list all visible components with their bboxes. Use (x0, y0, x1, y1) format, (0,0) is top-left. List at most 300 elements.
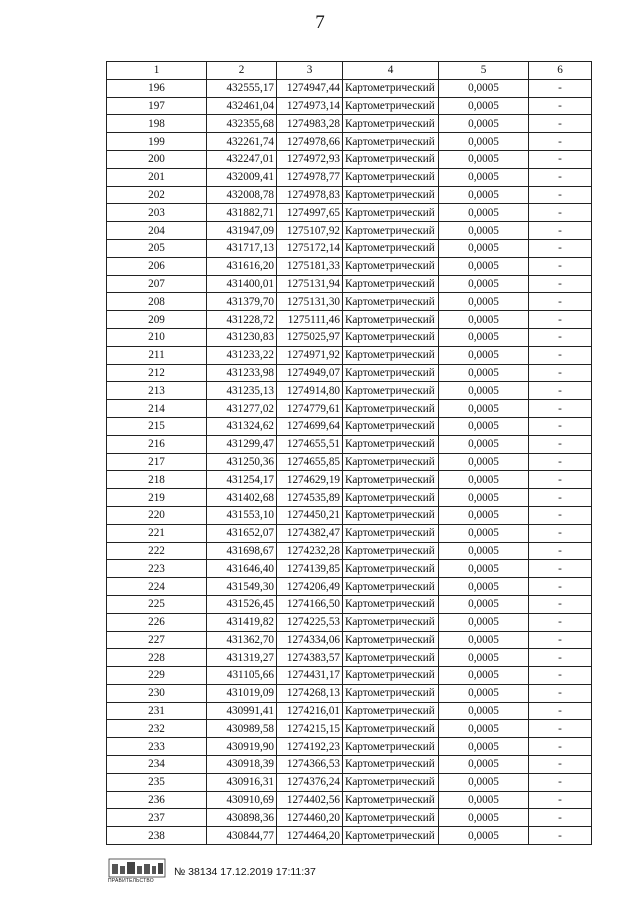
point-number-cell: 235 (107, 773, 207, 791)
method-cell: Картометрический (343, 773, 439, 791)
note-cell: - (529, 667, 592, 685)
method-cell: Картометрический (343, 471, 439, 489)
x-coordinate-cell: 430991,41 (207, 702, 277, 720)
note-cell: - (529, 435, 592, 453)
point-number-cell: 196 (107, 79, 207, 97)
method-cell: Картометрический (343, 756, 439, 774)
point-number-cell: 208 (107, 293, 207, 311)
accuracy-cell: 0,0005 (439, 257, 529, 275)
method-cell: Картометрический (343, 311, 439, 329)
table-row (107, 435, 592, 453)
point-number-cell: 212 (107, 364, 207, 382)
note-cell: - (529, 542, 592, 560)
note-cell: - (529, 773, 592, 791)
method-cell: Картометрический (343, 667, 439, 685)
method-cell: Картометрический (343, 222, 439, 240)
point-number-cell: 232 (107, 720, 207, 738)
accuracy-cell: 0,0005 (439, 168, 529, 186)
method-cell: Картометрический (343, 186, 439, 204)
point-number-cell: 237 (107, 809, 207, 827)
note-cell: - (529, 702, 592, 720)
accuracy-cell: 0,0005 (439, 453, 529, 471)
y-coordinate-cell: 1275131,30 (277, 293, 343, 311)
method-cell: Картометрический (343, 827, 439, 845)
table-row (107, 275, 592, 293)
method-cell: Картометрический (343, 239, 439, 257)
x-coordinate-cell: 431419,82 (207, 613, 277, 631)
note-cell: - (529, 293, 592, 311)
note-cell: - (529, 756, 592, 774)
note-cell: - (529, 827, 592, 845)
table-row (107, 702, 592, 720)
y-coordinate-cell: 1274983,28 (277, 115, 343, 133)
accuracy-cell: 0,0005 (439, 293, 529, 311)
note-cell: - (529, 133, 592, 151)
footer (108, 858, 588, 888)
accuracy-cell: 0,0005 (439, 667, 529, 685)
point-number-cell: 227 (107, 631, 207, 649)
x-coordinate-cell: 431233,98 (207, 364, 277, 382)
accuracy-cell: 0,0005 (439, 542, 529, 560)
table-row (107, 827, 592, 845)
x-coordinate-cell: 431553,10 (207, 506, 277, 524)
header-col-2: 2 (207, 62, 277, 80)
y-coordinate-cell: 1274206,49 (277, 578, 343, 596)
x-coordinate-cell: 432009,41 (207, 168, 277, 186)
point-number-cell: 201 (107, 168, 207, 186)
table-row (107, 524, 592, 542)
accuracy-cell: 0,0005 (439, 79, 529, 97)
table-row (107, 79, 592, 97)
x-coordinate-cell: 432261,74 (207, 133, 277, 151)
accuracy-cell: 0,0005 (439, 471, 529, 489)
x-coordinate-cell: 431250,36 (207, 453, 277, 471)
accuracy-cell: 0,0005 (439, 150, 529, 168)
table-row (107, 756, 592, 774)
method-cell: Картометрический (343, 382, 439, 400)
y-coordinate-cell: 1274978,83 (277, 186, 343, 204)
x-coordinate-cell: 430989,58 (207, 720, 277, 738)
table-row (107, 239, 592, 257)
method-cell: Картометрический (343, 720, 439, 738)
accuracy-cell: 0,0005 (439, 506, 529, 524)
note-cell: - (529, 738, 592, 756)
accuracy-cell: 0,0005 (439, 400, 529, 418)
method-cell: Картометрический (343, 364, 439, 382)
table-row (107, 204, 592, 222)
x-coordinate-cell: 432461,04 (207, 97, 277, 115)
note-cell: - (529, 311, 592, 329)
y-coordinate-cell: 1274914,80 (277, 382, 343, 400)
x-coordinate-cell: 432247,01 (207, 150, 277, 168)
accuracy-cell: 0,0005 (439, 649, 529, 667)
table-row (107, 293, 592, 311)
method-cell: Картометрический (343, 453, 439, 471)
y-coordinate-cell: 1274535,89 (277, 489, 343, 507)
point-number-cell: 222 (107, 542, 207, 560)
note-cell: - (529, 97, 592, 115)
table-row (107, 560, 592, 578)
method-cell: Картометрический (343, 168, 439, 186)
point-number-cell: 226 (107, 613, 207, 631)
x-coordinate-cell: 431402,68 (207, 489, 277, 507)
point-number-cell: 218 (107, 471, 207, 489)
table-row (107, 257, 592, 275)
x-coordinate-cell: 431299,47 (207, 435, 277, 453)
x-coordinate-cell: 431379,70 (207, 293, 277, 311)
table-row (107, 400, 592, 418)
note-cell: - (529, 115, 592, 133)
y-coordinate-cell: 1274464,20 (277, 827, 343, 845)
x-coordinate-cell: 430898,36 (207, 809, 277, 827)
y-coordinate-cell: 1274166,50 (277, 595, 343, 613)
y-coordinate-cell: 1274971,92 (277, 346, 343, 364)
x-coordinate-cell: 431698,67 (207, 542, 277, 560)
note-cell: - (529, 382, 592, 400)
method-cell: Картометрический (343, 631, 439, 649)
accuracy-cell: 0,0005 (439, 720, 529, 738)
method-cell: Картометрический (343, 150, 439, 168)
accuracy-cell: 0,0005 (439, 791, 529, 809)
y-coordinate-cell: 1274450,21 (277, 506, 343, 524)
table-row (107, 471, 592, 489)
point-number-cell: 223 (107, 560, 207, 578)
x-coordinate-cell: 430919,90 (207, 738, 277, 756)
accuracy-cell: 0,0005 (439, 435, 529, 453)
x-coordinate-cell: 431616,20 (207, 257, 277, 275)
note-cell: - (529, 275, 592, 293)
table-row (107, 346, 592, 364)
y-coordinate-cell: 1274139,85 (277, 560, 343, 578)
table-row (107, 133, 592, 151)
point-number-cell: 224 (107, 578, 207, 596)
method-cell: Картометрический (343, 204, 439, 222)
x-coordinate-cell: 431652,07 (207, 524, 277, 542)
table-row (107, 809, 592, 827)
table-row (107, 328, 592, 346)
point-number-cell: 207 (107, 275, 207, 293)
y-coordinate-cell: 1274629,19 (277, 471, 343, 489)
note-cell: - (529, 595, 592, 613)
table-row (107, 595, 592, 613)
method-cell: Картометрический (343, 578, 439, 596)
header-col-3: 3 (277, 62, 343, 80)
point-number-cell: 211 (107, 346, 207, 364)
header-col-1: 1 (107, 62, 207, 80)
x-coordinate-cell: 431882,71 (207, 204, 277, 222)
table-row (107, 578, 592, 596)
y-coordinate-cell: 1275111,46 (277, 311, 343, 329)
method-cell: Картометрический (343, 133, 439, 151)
y-coordinate-cell: 1274366,53 (277, 756, 343, 774)
table-row (107, 417, 592, 435)
note-cell: - (529, 809, 592, 827)
x-coordinate-cell: 431319,27 (207, 649, 277, 667)
x-coordinate-cell: 431717,13 (207, 239, 277, 257)
note-cell: - (529, 364, 592, 382)
x-coordinate-cell: 430918,39 (207, 756, 277, 774)
accuracy-cell: 0,0005 (439, 595, 529, 613)
table-row (107, 150, 592, 168)
point-number-cell: 204 (107, 222, 207, 240)
table-row (107, 649, 592, 667)
point-number-cell: 216 (107, 435, 207, 453)
table-row (107, 453, 592, 471)
header-col-4: 4 (343, 62, 439, 80)
x-coordinate-cell: 431233,22 (207, 346, 277, 364)
note-cell: - (529, 560, 592, 578)
method-cell: Картометрический (343, 257, 439, 275)
table-body (107, 79, 592, 844)
y-coordinate-cell: 1274215,15 (277, 720, 343, 738)
x-coordinate-cell: 431230,83 (207, 328, 277, 346)
note-cell: - (529, 453, 592, 471)
x-coordinate-cell: 431526,45 (207, 595, 277, 613)
method-cell: Картометрический (343, 346, 439, 364)
accuracy-cell: 0,0005 (439, 489, 529, 507)
x-coordinate-cell: 431019,09 (207, 684, 277, 702)
table-row (107, 773, 592, 791)
point-number-cell: 233 (107, 738, 207, 756)
note-cell: - (529, 186, 592, 204)
method-cell: Картометрический (343, 524, 439, 542)
x-coordinate-cell: 432355,68 (207, 115, 277, 133)
accuracy-cell: 0,0005 (439, 97, 529, 115)
note-cell: - (529, 578, 592, 596)
accuracy-cell: 0,0005 (439, 204, 529, 222)
accuracy-cell: 0,0005 (439, 311, 529, 329)
method-cell: Картометрический (343, 275, 439, 293)
point-number-cell: 209 (107, 311, 207, 329)
point-number-cell: 203 (107, 204, 207, 222)
point-number-cell: 200 (107, 150, 207, 168)
point-number-cell: 217 (107, 453, 207, 471)
accuracy-cell: 0,0005 (439, 613, 529, 631)
table-row (107, 738, 592, 756)
method-cell: Картометрический (343, 489, 439, 507)
accuracy-cell: 0,0005 (439, 524, 529, 542)
method-cell: Картометрический (343, 560, 439, 578)
x-coordinate-cell: 430916,31 (207, 773, 277, 791)
method-cell: Картометрический (343, 417, 439, 435)
x-coordinate-cell: 430844,77 (207, 827, 277, 845)
y-coordinate-cell: 1275107,92 (277, 222, 343, 240)
note-cell: - (529, 720, 592, 738)
accuracy-cell: 0,0005 (439, 631, 529, 649)
method-cell: Картометрический (343, 613, 439, 631)
y-coordinate-cell: 1274978,77 (277, 168, 343, 186)
point-number-cell: 197 (107, 97, 207, 115)
accuracy-cell: 0,0005 (439, 684, 529, 702)
table-row (107, 115, 592, 133)
accuracy-cell: 0,0005 (439, 275, 529, 293)
x-coordinate-cell: 431947,09 (207, 222, 277, 240)
note-cell: - (529, 168, 592, 186)
method-cell: Картометрический (343, 809, 439, 827)
note-cell: - (529, 150, 592, 168)
table-row (107, 382, 592, 400)
table-row (107, 97, 592, 115)
table-row (107, 631, 592, 649)
point-number-cell: 229 (107, 667, 207, 685)
accuracy-cell: 0,0005 (439, 115, 529, 133)
point-number-cell: 231 (107, 702, 207, 720)
point-number-cell: 199 (107, 133, 207, 151)
y-coordinate-cell: 1274655,51 (277, 435, 343, 453)
note-cell: - (529, 417, 592, 435)
y-coordinate-cell: 1274334,06 (277, 631, 343, 649)
table-row (107, 489, 592, 507)
note-cell: - (529, 649, 592, 667)
method-cell: Картометрический (343, 435, 439, 453)
accuracy-cell: 0,0005 (439, 809, 529, 827)
note-cell: - (529, 346, 592, 364)
method-cell: Картометрический (343, 79, 439, 97)
method-cell: Картометрический (343, 595, 439, 613)
method-cell: Картометрический (343, 506, 439, 524)
table-row (107, 720, 592, 738)
y-coordinate-cell: 1274216,01 (277, 702, 343, 720)
y-coordinate-cell: 1274978,66 (277, 133, 343, 151)
note-cell: - (529, 204, 592, 222)
point-number-cell: 198 (107, 115, 207, 133)
point-number-cell: 236 (107, 791, 207, 809)
point-number-cell: 215 (107, 417, 207, 435)
x-coordinate-cell: 431400,01 (207, 275, 277, 293)
y-coordinate-cell: 1274972,93 (277, 150, 343, 168)
y-coordinate-cell: 1274460,20 (277, 809, 343, 827)
header-col-5: 5 (439, 62, 529, 80)
note-cell: - (529, 631, 592, 649)
page-number: 7 (315, 12, 325, 33)
accuracy-cell: 0,0005 (439, 560, 529, 578)
table-row (107, 613, 592, 631)
accuracy-cell: 0,0005 (439, 239, 529, 257)
y-coordinate-cell: 1274382,47 (277, 524, 343, 542)
point-number-cell: 206 (107, 257, 207, 275)
method-cell: Картометрический (343, 97, 439, 115)
accuracy-cell: 0,0005 (439, 382, 529, 400)
table-row (107, 684, 592, 702)
coordinates-table (106, 61, 592, 845)
accuracy-cell: 0,0005 (439, 417, 529, 435)
point-number-cell: 228 (107, 649, 207, 667)
x-coordinate-cell: 431254,17 (207, 471, 277, 489)
note-cell: - (529, 79, 592, 97)
method-cell: Картометрический (343, 115, 439, 133)
x-coordinate-cell: 431646,40 (207, 560, 277, 578)
point-number-cell: 219 (107, 489, 207, 507)
method-cell: Картометрический (343, 542, 439, 560)
accuracy-cell: 0,0005 (439, 738, 529, 756)
table-row (107, 542, 592, 560)
y-coordinate-cell: 1275131,94 (277, 275, 343, 293)
note-cell: - (529, 506, 592, 524)
method-cell: Картометрический (343, 684, 439, 702)
table-row (107, 791, 592, 809)
table-header-row (107, 62, 592, 80)
note-cell: - (529, 400, 592, 418)
accuracy-cell: 0,0005 (439, 328, 529, 346)
seal-caption: ПРАВИТЕЛЬСТВО (108, 878, 154, 884)
table-row (107, 364, 592, 382)
note-cell: - (529, 239, 592, 257)
x-coordinate-cell: 431277,02 (207, 400, 277, 418)
method-cell: Картометрический (343, 702, 439, 720)
x-coordinate-cell: 430910,69 (207, 791, 277, 809)
method-cell: Картометрический (343, 649, 439, 667)
y-coordinate-cell: 1274973,14 (277, 97, 343, 115)
note-cell: - (529, 328, 592, 346)
note-cell: - (529, 257, 592, 275)
y-coordinate-cell: 1274376,24 (277, 773, 343, 791)
point-number-cell: 213 (107, 382, 207, 400)
y-coordinate-cell: 1274655,85 (277, 453, 343, 471)
y-coordinate-cell: 1274383,57 (277, 649, 343, 667)
accuracy-cell: 0,0005 (439, 133, 529, 151)
y-coordinate-cell: 1275181,33 (277, 257, 343, 275)
method-cell: Картометрический (343, 328, 439, 346)
note-cell: - (529, 471, 592, 489)
table-row (107, 186, 592, 204)
registration-stamp: № 38134 17.12.2019 17:11:37 (174, 866, 316, 878)
y-coordinate-cell: 1274431,17 (277, 667, 343, 685)
table-row (107, 506, 592, 524)
accuracy-cell: 0,0005 (439, 578, 529, 596)
point-number-cell: 230 (107, 684, 207, 702)
x-coordinate-cell: 431228,72 (207, 311, 277, 329)
x-coordinate-cell: 431105,66 (207, 667, 277, 685)
accuracy-cell: 0,0005 (439, 756, 529, 774)
note-cell: - (529, 684, 592, 702)
note-cell: - (529, 524, 592, 542)
x-coordinate-cell: 431324,62 (207, 417, 277, 435)
y-coordinate-cell: 1275025,97 (277, 328, 343, 346)
point-number-cell: 225 (107, 595, 207, 613)
table-row (107, 222, 592, 240)
y-coordinate-cell: 1274949,07 (277, 364, 343, 382)
y-coordinate-cell: 1274232,28 (277, 542, 343, 560)
note-cell: - (529, 791, 592, 809)
note-cell: - (529, 489, 592, 507)
note-cell: - (529, 613, 592, 631)
table-row (107, 168, 592, 186)
method-cell: Картометрический (343, 400, 439, 418)
point-number-cell: 210 (107, 328, 207, 346)
method-cell: Картометрический (343, 293, 439, 311)
point-number-cell: 202 (107, 186, 207, 204)
point-number-cell: 238 (107, 827, 207, 845)
y-coordinate-cell: 1274192,23 (277, 738, 343, 756)
y-coordinate-cell: 1274699,64 (277, 417, 343, 435)
point-number-cell: 205 (107, 239, 207, 257)
point-number-cell: 221 (107, 524, 207, 542)
y-coordinate-cell: 1274779,61 (277, 400, 343, 418)
x-coordinate-cell: 431549,30 (207, 578, 277, 596)
table-row (107, 311, 592, 329)
x-coordinate-cell: 432008,78 (207, 186, 277, 204)
y-coordinate-cell: 1274947,44 (277, 79, 343, 97)
accuracy-cell: 0,0005 (439, 702, 529, 720)
point-number-cell: 214 (107, 400, 207, 418)
table-row (107, 667, 592, 685)
method-cell: Картометрический (343, 791, 439, 809)
accuracy-cell: 0,0005 (439, 364, 529, 382)
x-coordinate-cell: 431362,70 (207, 631, 277, 649)
y-coordinate-cell: 1274997,65 (277, 204, 343, 222)
header-col-6: 6 (529, 62, 592, 80)
point-number-cell: 220 (107, 506, 207, 524)
